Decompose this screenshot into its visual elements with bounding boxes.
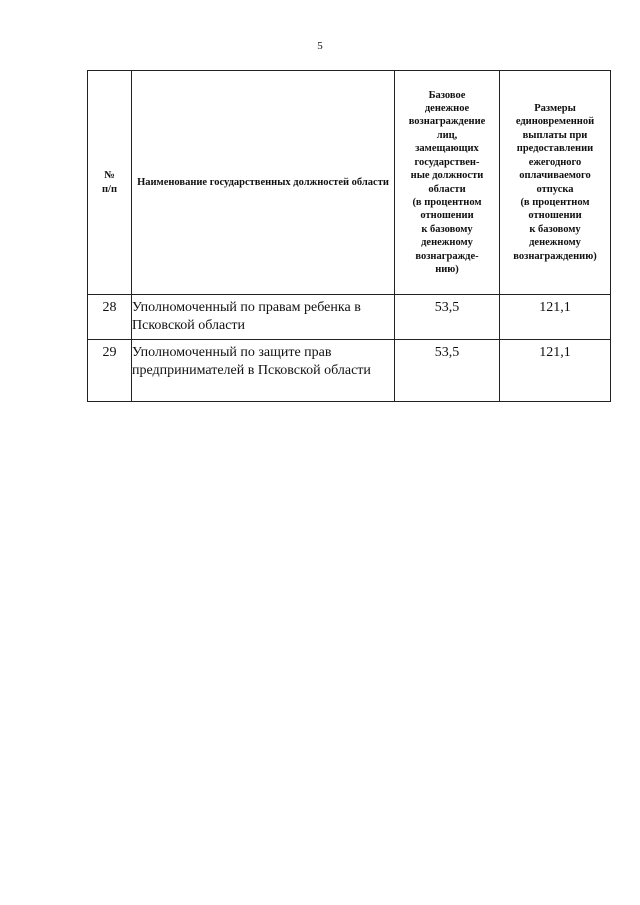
positions-table bbox=[87, 70, 611, 402]
header-number: № п/п bbox=[88, 71, 132, 295]
table-header-row bbox=[88, 71, 611, 295]
table-row bbox=[88, 340, 611, 402]
table-row bbox=[88, 295, 611, 340]
header-one-time-payment: Размеры единовременной выплаты при предоставлении ежегодного оплачиваемого отпуска (в процентном отношении к базовому денежному вознаграждению) bbox=[500, 71, 611, 295]
page-number: 5 bbox=[317, 40, 323, 52]
row-position-name: Уполномоченный по защите прав предпринимателей в Псковской области bbox=[132, 340, 395, 402]
row-position-name: Уполномоченный по правам ребенка в Псковской области bbox=[132, 295, 395, 340]
row-one-time-payment: 121,1 bbox=[500, 340, 611, 402]
row-base-remuneration: 53,5 bbox=[395, 340, 500, 402]
row-one-time-payment: 121,1 bbox=[500, 295, 611, 340]
header-base-remuneration: Базовое денежное вознаграждение лиц, замещающих государствен- ные должности области (в процентном отношении к базовому денежному вознагражде- нию) bbox=[395, 71, 500, 295]
row-number: 29 bbox=[88, 340, 132, 402]
row-number: 28 bbox=[88, 295, 132, 340]
row-base-remuneration: 53,5 bbox=[395, 295, 500, 340]
header-position-name: Наименование государственных должностей области bbox=[132, 71, 395, 295]
